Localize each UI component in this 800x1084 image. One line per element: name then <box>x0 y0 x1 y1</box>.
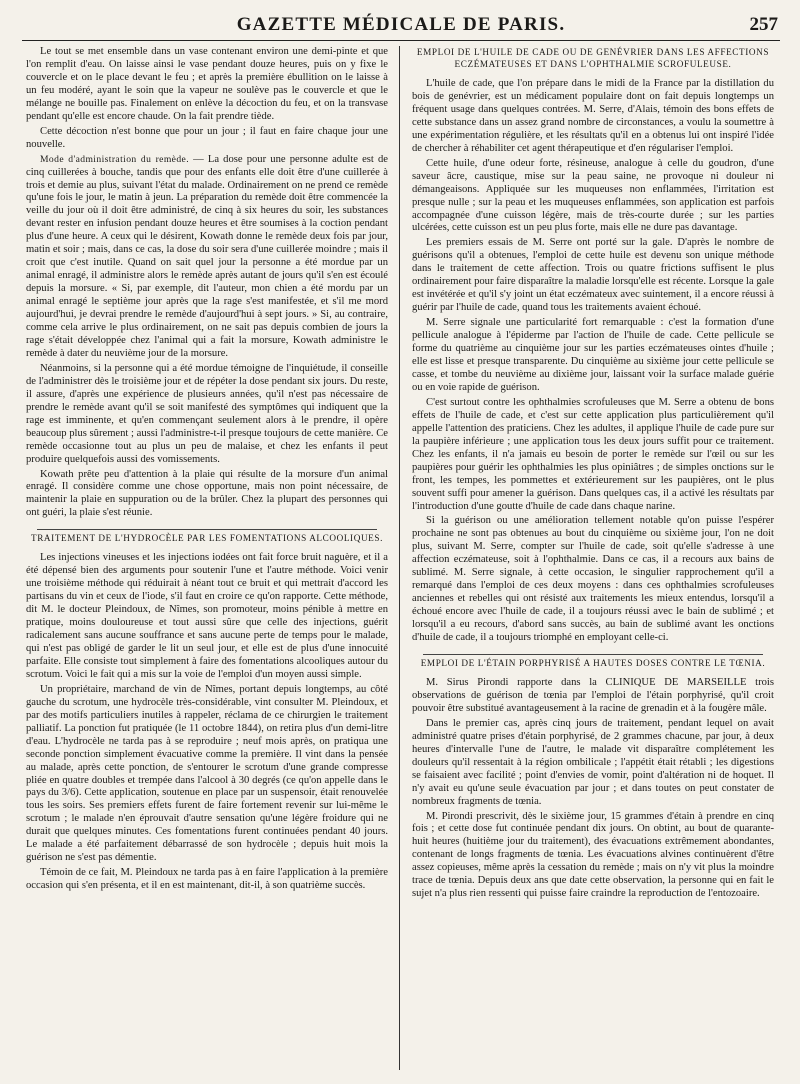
heading-text: EMPLOI DE L'ÉTAIN PORPHYRISÉ A HAUTES DOSES CONTRE LE TŒNIA. <box>420 657 766 668</box>
running-title: GAZETTE MÉDICALE DE PARIS. <box>236 14 566 35</box>
paragraph: C'est surtout contre les ophthalmies scrofuleuses que M. Serre a obtenu de bons effets de l'huile de cade, et c'est sur cette application plus particulièrement qu'il appelle l'attention des praticiens. Chez les adultes, il applique l'huile de cade pure sur la paupière inférieure ; une application tous les deux jours suffit pour ce traitement. Chez les enfants, il n'a jamais eu besoin de porter le remède sur l'œil ou sur les paupières pour guérir les ophthalmies les plus opiniâtres ; de simples onctions sur le front, les tempes, les pommettes et extérieurement sur les paupières, ont le plus souvent suffi pour amener la guérison. Dans quelques cas, il a activé les résultats par l'introduction d'une goutte d'huile de cade dans chaque narine. <box>412 396 774 512</box>
section-run-in-title: Mode d'administration du remède. <box>40 153 189 165</box>
paragraph: Témoin de ce fait, M. Pleindoux ne tarda pas à en faire l'application à la première occasion qui s'en présenta, et il en est maintenant, dit-il, à son quatrième succès. <box>26 867 388 892</box>
paragraph: Si la guérison ou une amélioration tellement notable qu'on puisse l'espérer prochaine ne sont pas obtenues au bout du cinquième ou sixième jour, l'on ne doit plus, suivant M. Serre, compter sur l'huile de cade, soit qu'elle s'adresse à une affection eczémateuse, soit à l'ophthalmie. Dans ce cas, il a recours aux bains de sublimé. M. Serre signale, à cette occasion, le singulier rapprochement qu'il a remarqué dans l'emploi de ces deux moyens : dans ces ophthalmies scrofuleuses anciennes et rebelles qui ont résisté aux traitements les mieux entendus, lorsqu'il a échoué encore avec l'huile de cade, il a toujours réussi avec le bain de sublimé ; et lorsqu'il a eu recours, d'abord sans succès, au bain de sublimé avant les onctions d'huile de cade, il a toujours triomphé en employant celle-ci. <box>412 515 774 644</box>
paragraph: Le tout se met ensemble dans un vase contenant environ une demi-pinte et que l'on remplit d'eau. On laisse ainsi le vase pendant douze heures, puis on y fixe le couvercle et on le place devant le feu ; et après la première ébullition on le laisse à un feu modéré, ayant le soin que la vapeur ne soulève pas le couvercle et que le mélange ne bouille pas. Finalement on enlève la décoction du feu, et on la transvase pendant qu'elle est encore chaude. On la fait prendre tiède. <box>26 46 388 122</box>
heading-text: EMPLOI DE L'HUILE DE CADE OU DE GENÉVRIER DANS LES AFFECTIONS ECZÉMATEUSES ET DANS L'OPHTHALMIE SCROFULEUSE. <box>416 47 770 69</box>
column-divider <box>399 46 400 1070</box>
paragraph: Les premiers essais de M. Serre ont porté sur la gale. D'après le nombre de guérisons qu'il a obtenues, l'emploi de cette huile est devenu son unique méthode dans le traitement de cette affection. Trois ou quatre frictions suffisent le plus ordinairement pour faire disparaître la maladie lorsqu'elle est récente. Lorsque la gale est invétérée et qu'il s'y joint un état eczémateux avec suintement, il a encore réussi à guérir par l'huile de cade, quand tous les traitements avaient échoué. <box>412 237 774 314</box>
right-column <box>412 46 774 1074</box>
paragraph-text: — La dose pour une personne adulte est de cinq cuillerées à bouche, tandis que pour des enfants elle doit être d'une cuillerée à trois et demie au plus, suivant l'état du malade. Ordinairement on ne prend ce remède qu'une fois le jour, le matin à jeun. La préparation du remède doit être commencée la veille du jour où il doit être administré, de cinq à six heures du soir, les substances devant rester en infusion pendant douze heures et être soumises à la coction pendant plus d'une heure. A ceux qui le désirent, Kowath donne le remède deux fois par jour, matin et soir ; mais, dans ce cas, la dose du soir sera d'une cuillerée moindre ; mais il croit que c'est inutile. Quand on sait quel jour la personne a été mordue par un animal enragé, il administre alors le remède après autant de jours qu'il s'en est écoulé depuis la morsure. « Si, par exemple, dit l'auteur, mon chien a été mordu par un animal enragé le septième jour après que la rage s'est manifestée, et s'il me mord aujourd'hui, je devrai prendre le remède d'aujourd'hui à sept jours. » Si, au contraire, comme cela arrive le plus ordinairement, on ne sait pas depuis combien de jours la rage s'était développée chez l'animal qui a fait la morsure, Kowath administre le remède à dater du neuvième jour de la morsure. <box>26 153 388 359</box>
paragraph: Néanmoins, si la personne qui a été mordue témoigne de l'inquiétude, il conseille de l'administrer dès le troisième jour et de répéter la dose pendant six jours. Du reste, il assure, d'après une expérience de plusieurs années, qu'il n'est pas nécessaire de prendre le remède avant qu'il se soit manifesté des symptômes qui indiquent que la rage est imminente, et qu'en commençant seulement alors à le prendre, il opère beaucoup plus sûrement ; aussi l'administre-t-il presque toujours de cette manière. Ce remède occasionne tout au plus un peu de malaise, et chez les enfants il peut produire quelquefois aussi des vomissements. <box>26 362 388 465</box>
heading-rule <box>423 654 763 655</box>
article-heading-etain <box>412 654 774 669</box>
article-heading-huile-de-cade <box>412 46 774 70</box>
paragraph: Cette décoction n'est bonne que pour un jour ; il faut en faire chaque jour une nouvelle. <box>26 125 388 150</box>
paragraph: Cette huile, d'une odeur forte, résineuse, analogue à celle du goudron, d'une saveur âcre, caustique, mise sur la peau saine, ne provoque ni douleur ni démangeaisons. Appliquée sur les muqueuses non enflammées, l'irritation est presque nulle ; sur la peau et les muqueuses enflammées, son application est parfois accompagnée d'une cuisson légère, mais de très-courte durée ; sur les parties ulcérées, cette cuisson est un peu plus forte, mais elle ne dure pas davantage. <box>412 157 774 234</box>
article-heading-hydrocele <box>26 529 388 544</box>
paragraph <box>26 154 388 361</box>
paragraph: Kowath prête peu d'attention à la plaie qui résulte de la morsure d'un animal enragé. Il considère comme une chose opportune, mais non point nécessaire, de maintenir la plaie en suppuration ou de la brûler. Chez la plupart des personnes qui ont guéri, la plaie s'est réunie. <box>26 468 388 519</box>
paragraph: M. Pirondi prescrivit, dès le sixième jour, 15 grammes d'étain à prendre en cinq fois ; et cette dose fut continuée pendant dix jours. On obtint, au bout de quarante-huit heures (huitième jour du traitement), des évacuations extrêmement abondantes, contenant de longs fragments de tœnia. Les évacuations alvines continuèrent d'être assez copieuses, même après la cessation du remède ; mais on n'y vit plus la moindre trace de tœnia. Depuis deux ans que date cette observation, la personne qui en fait le sujet n'a plus rien ressenti qui puisse faire craindre la reproduction de l'entozoaire. <box>412 810 774 900</box>
paragraph: M. Serre signale une particularité fort remarquable : c'est la formation d'une pellicule analogue à l'épiderme par l'action de l'huile de cade. Cette pellicule se forme du quatrième au cinquième jour sur les parties eczémateuses ointes d'huile ; elle est lisse et presque transparente. Du cinquième au sixième jour cette pellicule se casse, et tombe du neuvième au dixième jour, laissant voir la surface malade guérie ou en voie rapide de guérison. <box>412 317 774 393</box>
paragraph: Un propriétaire, marchand de vin de Nîmes, portant depuis longtemps, au côté gauche du scrotum, une hydrocèle très-considérable, vint consulter M. Pleindoux, et par des motifs particuliers inutiles à rappeler, réclama de ce chirurgien le traitement palliatif. La ponction fut pratiquée (le 11 octobre 1844), on retira plus d'un demi-litre d'eau. L'hydrocèle ne tarda pas à se reproduire ; neuf mois après, on pratiqua une seconde ponction simplement évacuative comme la première. Il vint dans la pensée au malade, après cette ponction, de s'entourer le scrotum d'une grande compresse pliée en quatre doubles et trempée dans l'alcool à 30 degrés (ce qu'on appelle dans le pays du 3/6). Cette application, soutenue en place par un suspensoir, était renouvelée tous les soirs. Ses premiers effets furent de faire fortement revenir sur lui-même le scrotum ; le malade n'en éprouvait d'autre sensation qu'une légère froidure qui ne durait que quelques minutes. Ces fomentations furent continuées pendant 40 jours. Le malade a été parfaitement débarrassé de son hydrocèle ; depuis huit mois la guérison ne s'est pas démentie. <box>26 683 388 864</box>
page-header <box>22 14 780 41</box>
paragraph: Dans le premier cas, après cinq jours de traitement, pendant lequel on avait administré quatre prises d'étain porphyrisé, de 2 grammes chacune, par jour, à deux heures d'intervalle l'une de l'autre, le malade vit disparaître complétement les douleurs qu'il ressentait à la région ombilicale ; l'appétit était rétabli ; les digestions se faisaient avec facilité ; point d'envies de vomir, point d'altération ni de hoquet. Il n'y avait eu qu'une seule évacuation par jour ; et dans toutes on peut constater de nombreux fragments de tœnia. <box>412 717 774 807</box>
paragraph: M. Sirus Pirondi rapporte dans la CLINIQUE DE MARSEILLE trois observations de guérison de tœnia par l'emploi de l'étain porphyrisé, qu'il croit pouvoir être substitué avantageusement à la racine de grenadin et à la fougère mâle. <box>412 676 774 714</box>
heading-rule <box>37 529 377 530</box>
heading-text: TRAITEMENT DE L'HYDROCÈLE PAR LES FOMENTATIONS ALCOOLIQUES. <box>30 533 383 544</box>
left-column <box>26 46 388 1074</box>
paragraph: L'huile de cade, que l'on prépare dans le midi de la France par la distillation du bois de genévrier, est un médicament populaire dont on fait depuis longtemps un fréquent usage dans quelques contrées. M. Serre, d'Alais, témoin des bons effets de cette substance dans un assez grand nombre de circonstances, a voulu la soumettre à une expérimentation régulière, et les résultats qu'il en a obtenus lui ont inspiré l'idée de chercher à réhabiliter cet agent thérapeutique et d'en régulariser l'emploi. <box>412 78 774 154</box>
paragraph: Les injections vineuses et les injections iodées ont fait force bruit naguère, et il a été dépensé bien des arguments pour soutenir l'une et l'autre méthode. Voici venir une troisième méthode qui réduirait à néant tout ce bruit et qui mettrait d'accord les partisans du vin et ceux de l'iode, s'il faut en croire ce qu'on rapporte. Cette méthode, dit M. le docteur Pleindoux, de Nîmes, son promoteur, moins pénible à mettre en pratique, moins douloureuse et tout aussi sûre que celle des injections, guérit radicalement sans aucune souffrance et sans aucune perte de temps pour le malade, qui n'est pas obligé de garder le lit un seul jour, et elle est de plus d'une innocuité parfaite. Elle consiste tout simplement à faire des fomentations alcooliques autour du scrotum. Voici le fait qui a mis sur la voie de l'emploi d'un moyen aussi simple. <box>26 552 388 680</box>
page-number: 257 <box>749 14 778 35</box>
